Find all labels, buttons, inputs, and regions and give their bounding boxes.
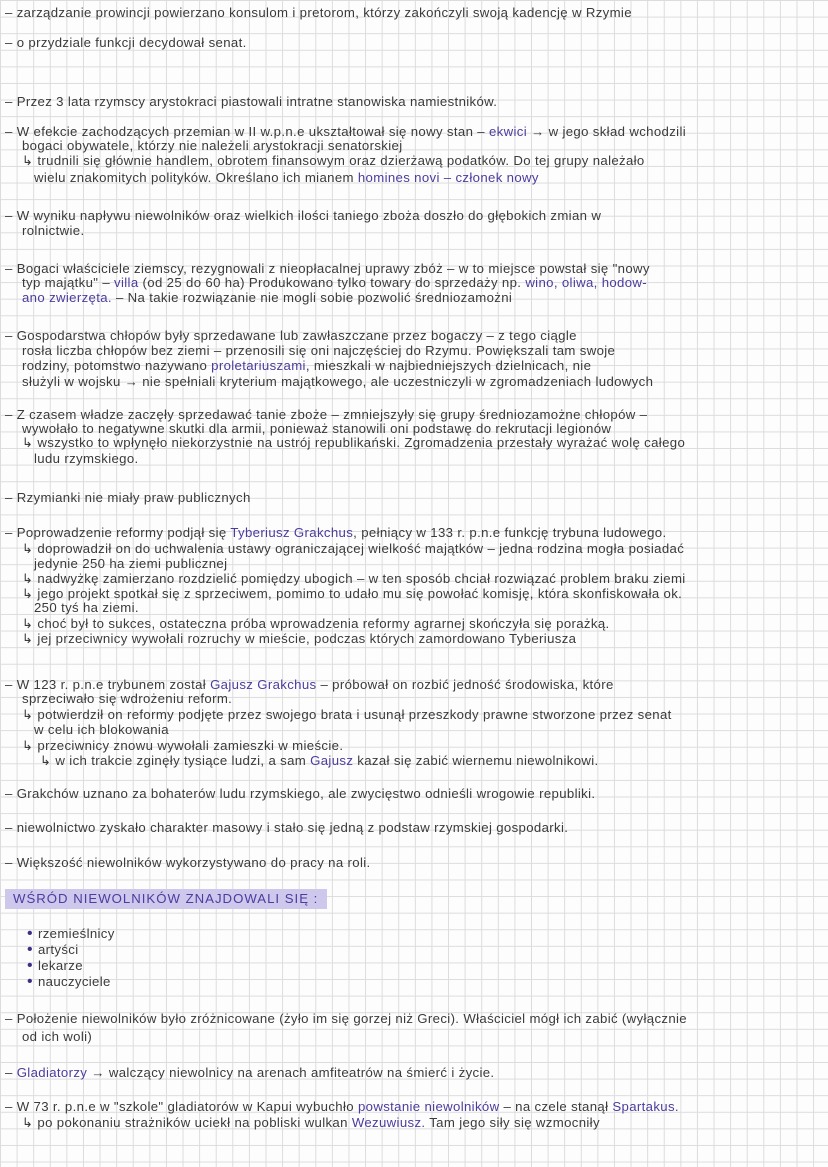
note-line	[34, 170, 539, 185]
note-line	[5, 328, 577, 343]
note-text: → w jego skład wchodzili	[527, 124, 687, 139]
note-text: – Z czasem władze zaczęły sprzedawać tanie zboże – zmniejszyły się grupy średniozamożne chłopów –	[5, 407, 648, 422]
highlighted-term: proletariuszami	[211, 358, 306, 373]
note-line	[22, 1029, 92, 1044]
note-line	[5, 124, 686, 139]
note-line	[5, 786, 595, 801]
note-text: 250 tyś ha ziemi.	[34, 600, 139, 615]
note-line	[22, 153, 645, 168]
highlighted-term: Tyberiusz Grakchus	[230, 525, 354, 540]
note-line	[22, 421, 611, 436]
note-text: ↳ przeciwnicy znowu wywołali zamieszki w mieście.	[22, 738, 344, 753]
note-line	[5, 490, 251, 505]
note-line	[22, 541, 684, 556]
note-line	[5, 407, 647, 422]
note-text: typ majątku" –	[22, 275, 115, 290]
note-text: – Gospodarstwa chłopów były sprzedawane lub zawłaszczane przez bogaczy – z tego ciągle	[5, 328, 577, 343]
note-line	[5, 208, 601, 223]
note-text: ↳ doprowadził on do uchwalenia ustawy ograniczającej wielkość majątków – jedna rodzina mogła posiadać	[22, 541, 685, 556]
bullet-icon: •	[27, 925, 33, 942]
highlighted-term: Gajusz	[310, 753, 354, 768]
section-heading: WŚRÓD NIEWOLNIKÓW ZNAJDOWALI SIĘ :	[13, 891, 319, 906]
note-line	[34, 600, 139, 615]
note-text: – W wyniku napływu niewolników oraz wielkich ilości taniego zboża doszło do głębokich zmian w	[5, 208, 602, 223]
note-line	[22, 343, 615, 358]
note-line	[22, 358, 591, 373]
note-text: ludu rzymskiego.	[34, 451, 139, 466]
note-text: → walczący niewolnicy na arenach amfiteatrów na śmierć i życie.	[87, 1065, 495, 1080]
note-text: Tam jego siły się wzmocniły	[425, 1115, 600, 1130]
note-text: wielu znakomitych polityków. Określano ich mianem	[34, 170, 358, 185]
note-text: – o przydziale funkcji decydował senat.	[5, 35, 247, 50]
note-text: ↳ choć był to sukces, ostateczna próba wprowadzenia reformy agrarnej skończyła się porażką.	[22, 616, 610, 631]
note-text: (od 25 do 60 ha) Produkowano tylko towary do sprzedaży np.	[138, 275, 526, 290]
note-text: jedynie 250 ha ziemi publicznej	[34, 556, 228, 571]
note-line	[22, 1115, 600, 1130]
note-text: wywołało to negatywne skutki dla armii, ponieważ stanowili oni podstawę do rekrutacji legionów	[22, 421, 612, 436]
note-text: , pełniący w 133 r. p.n.e funkcję trybuna ludowego.	[353, 525, 667, 540]
list-item	[27, 942, 79, 957]
note-line	[5, 525, 666, 540]
note-line	[22, 631, 576, 646]
highlighted-term: homines novi – członek nowy	[357, 170, 539, 185]
note-text: – próbował on rozbić jedność środowiska, które	[316, 677, 614, 692]
note-text: rolnictwie.	[22, 223, 85, 238]
note-line	[22, 275, 647, 290]
note-text: – Grakchów uznano za bohaterów ludu rzymskiego, ale zwycięstwo odnieśli wrogowie republiki.	[5, 786, 596, 801]
note-line	[34, 556, 227, 571]
note-text: – na czele stanął	[499, 1099, 613, 1114]
note-text: ↳ potwierdził on reformy podjęte przez swojego brata i usunął przeszkody prawne stworzone przez senat	[22, 707, 672, 722]
note-text: –	[5, 1065, 17, 1080]
note-line	[5, 855, 371, 870]
note-text: – Większość niewolników wykorzystywano do pracy na roli.	[5, 855, 371, 870]
note-text: kazał się zabić wiernemu niewolnikowi.	[353, 753, 599, 768]
section-heading-highlight	[5, 889, 327, 909]
highlighted-term: ano zwierzęta.	[22, 290, 112, 305]
note-text: ↳ trudnili się głównie handlem, obrotem finansowym oraz dzierżawą podatków. Do tej grupy należało	[22, 153, 645, 168]
note-line	[22, 738, 343, 753]
note-line	[5, 94, 497, 109]
note-text: – Na takie rozwiązanie nie mogli sobie pozwolić średniozamożni	[111, 290, 513, 305]
highlighted-term: villa	[114, 275, 139, 290]
note-line	[22, 435, 685, 450]
list-item	[27, 958, 83, 973]
note-text: od ich woli)	[22, 1029, 93, 1044]
note-text: – W 73 r. p.n.e w "szkole" gladiatorów w Kapui wybuchło	[5, 1099, 358, 1114]
list-item	[27, 926, 115, 941]
note-line	[5, 1011, 687, 1026]
bullet-icon: •	[27, 941, 33, 958]
note-line	[22, 707, 672, 722]
highlighted-term: Gajusz Grakchus	[210, 677, 317, 692]
note-text: – W efekcie zachodzących przemian w II w.p.n.e ukształtował się nowy stan –	[5, 124, 489, 139]
note-text: – Bogaci właściciele ziemscy, rezygnowali z nieopłacalnej uprawy zbóż – w to miejsce powstał się "nowy	[5, 261, 650, 276]
note-line	[22, 138, 402, 153]
note-text: – Położenie niewolników było zróżnicowane (żyło im się gorzej niż Greci). Właściciel mógł ich zabić (wyłącznie	[5, 1011, 687, 1026]
note-text: – Rzymianki nie miały praw publicznych	[5, 490, 251, 505]
note-line	[5, 1099, 679, 1114]
highlighted-term: powstanie niewolników	[357, 1099, 500, 1114]
note-line	[34, 451, 139, 466]
note-text: ↳ jej przeciwnicy wywołali rozruchy w mieście, podczas których zamordowano Tyberiusza	[22, 631, 577, 646]
note-line	[22, 586, 682, 601]
note-line	[40, 753, 599, 768]
note-line	[22, 374, 653, 389]
list-item-text: nauczyciele	[37, 974, 111, 989]
list-item	[27, 974, 111, 989]
note-text: rodziny, potomstwo nazywano	[22, 358, 212, 373]
highlighted-term: Gladiatorzy	[16, 1065, 88, 1080]
list-item-text: rzemieślnicy	[37, 926, 115, 941]
note-text: , mieszkali w najbiedniejszych dzielnicach, nie	[305, 358, 592, 373]
note-text: – W 123 r. p.n.e trybunem został	[5, 677, 211, 692]
note-line	[22, 571, 686, 586]
note-line	[5, 820, 568, 835]
note-line	[22, 290, 512, 305]
bullet-icon: •	[27, 957, 33, 974]
note-line	[5, 677, 614, 692]
list-item-text: artyści	[37, 942, 79, 957]
note-text: rosła liczba chłopów bez ziemi – przenosili się oni najczęściej do Rzymu. Powiększali tam swoje	[22, 343, 616, 358]
note-text: w celu ich blokowania	[34, 722, 169, 737]
list-item-text: lekarze	[37, 958, 83, 973]
highlighted-term: Wezuwiusz.	[351, 1115, 426, 1130]
note-line	[5, 261, 650, 276]
note-text: – Przez 3 lata rzymscy arystokraci piastowali intratne stanowiska namiestników.	[5, 94, 498, 109]
note-text: – niewolnictwo zyskało charakter masowy i stało się jedną z podstaw rzymskiej gospodarki.	[5, 820, 569, 835]
note-text: służyli w wojsku → nie spełniali kryterium majątkowego, ale uczestniczyli w zgromadzeniach ludowych	[22, 374, 654, 389]
note-text: – Poprowadzenie reformy podjął się	[5, 525, 231, 540]
note-line	[5, 5, 632, 20]
highlighted-term: wino, oliwa, hodow-	[525, 275, 648, 290]
note-line	[5, 35, 247, 50]
highlighted-term: Spartakus.	[612, 1099, 679, 1114]
note-line	[5, 1065, 494, 1080]
note-text: – zarządzanie prowincji powierzano konsulom i pretorom, którzy zakończyli swoją kadencję w Rzymie	[5, 5, 632, 20]
note-line	[22, 691, 232, 706]
note-text: bogaci obywatele, którzy nie należeli arystokracji senatorskiej	[22, 138, 403, 153]
note-text: ↳ po pokonaniu strażników uciekł na pobliski wulkan	[22, 1115, 352, 1130]
bullet-icon: •	[27, 973, 33, 990]
note-text: ↳ jego projekt spotkał się z sprzeciwem, pomimo to udało mu się powołać komisję, która skonfiskowała ok.	[22, 586, 683, 601]
note-line	[34, 722, 169, 737]
note-text: ↳ wszystko to wpłynęło niekorzystnie na ustrój republikański. Zgromadzenia przestały wyrażać wolę całego	[22, 435, 686, 450]
note-text: ↳ nadwyżkę zamierzano rozdzielić pomiędzy ubogich – w ten sposób chciał rozwiązać problem braku ziemi	[22, 571, 686, 586]
note-line	[22, 223, 84, 238]
note-text: ↳ w ich trakcie zginęły tysiące ludzi, a sam	[40, 753, 311, 768]
note-text: sprzeciwało się wdrożeniu reform.	[22, 691, 233, 706]
highlighted-term: ekwici	[488, 124, 527, 139]
note-line	[22, 616, 610, 631]
